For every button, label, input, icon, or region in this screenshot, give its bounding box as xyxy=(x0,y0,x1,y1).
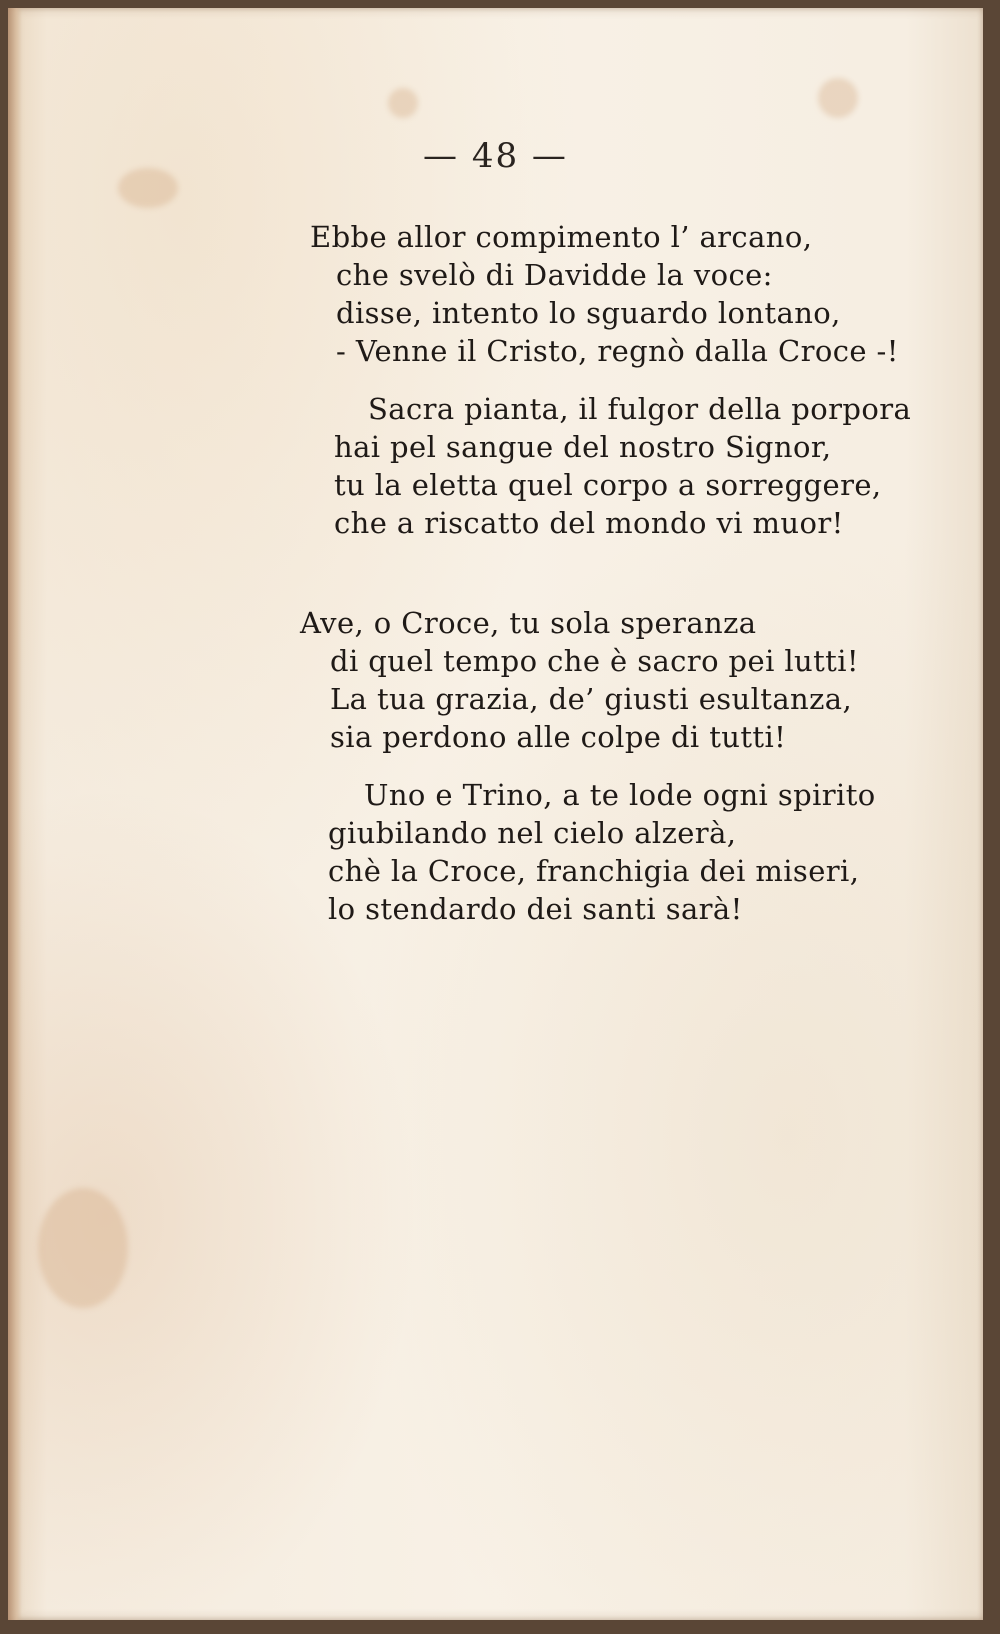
poem-line: giubilando nel cielo alzerà, xyxy=(328,816,737,850)
book-page xyxy=(8,8,983,1620)
poem-line: che svelò di Davidde la voce: xyxy=(336,258,773,292)
poem-line: - Venne il Cristo, regnò dalla Croce -! xyxy=(336,334,899,368)
poem-line: La tua grazia, de’ giusti esultanza, xyxy=(330,682,853,716)
poem-line: tu la eletta quel corpo a sorreggere, xyxy=(334,468,882,502)
poem-line: di quel tempo che è sacro pei lutti! xyxy=(330,644,859,678)
poem-line: Sacra pianta, il fulgor della porpora xyxy=(368,392,912,426)
poem-line: Uno e Trino, a te lode ogni spirito xyxy=(364,778,876,812)
page-number: — 48 — xyxy=(423,136,568,176)
poem xyxy=(8,8,983,1620)
poem-line: disse, intento lo sguardo lontano, xyxy=(336,296,841,330)
poem-line: Ave, o Croce, tu sola speranza xyxy=(300,606,757,640)
poem-line: Ebbe allor compimento l’ arcano, xyxy=(310,220,813,254)
poem-line: sia perdono alle colpe di tutti! xyxy=(330,720,787,754)
poem-line: che a riscatto del mondo vi muor! xyxy=(334,506,844,540)
poem-line: lo stendardo dei santi sarà! xyxy=(328,892,743,926)
poem-line: hai pel sangue del nostro Signor, xyxy=(334,430,832,464)
poem-line: chè la Croce, franchigia dei miseri, xyxy=(328,854,860,888)
